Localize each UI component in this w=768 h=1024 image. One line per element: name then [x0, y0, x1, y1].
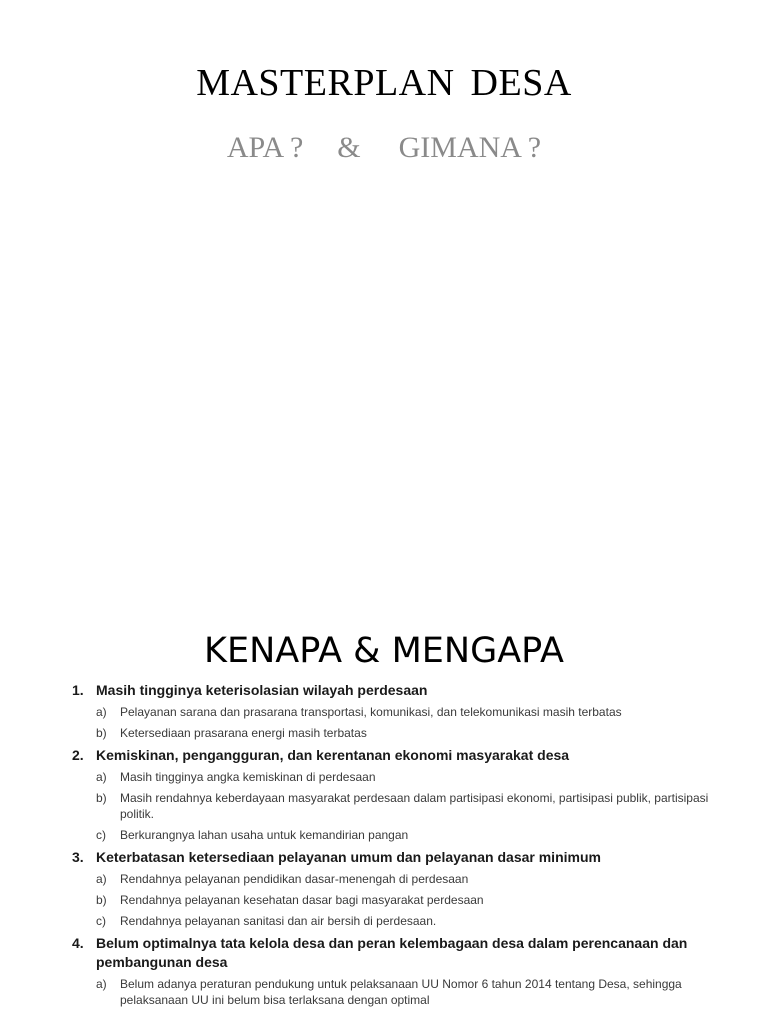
sub-list-text: Berkurangnya lahan usaha untuk kemandirian pangan [120, 828, 409, 842]
sub-list-text: Rendahnya pelayanan kesehatan dasar bagi masyarakat perdesaan [120, 893, 484, 907]
sub-list-letter: a) [96, 705, 107, 719]
section-heading: KENAPA & MENGAPA [204, 631, 564, 671]
sub-list-item [72, 976, 722, 1008]
sub-list-item [72, 892, 722, 908]
page-title: MASTERPLAN DESA [196, 62, 572, 104]
sub-list-text: Rendahnya pelayanan pendidikan dasar-menengah di perdesaan [120, 872, 469, 886]
sub-list [72, 871, 722, 929]
subtitle-ampersand: & [337, 131, 361, 164]
list-item-number: 3. [72, 849, 84, 865]
sub-list [72, 976, 722, 1008]
list-item [72, 746, 722, 843]
sub-list-letter: b) [96, 726, 107, 740]
sub-list-letter: a) [96, 872, 107, 886]
sub-list-item [72, 704, 722, 720]
sub-list-letter: c) [96, 828, 106, 842]
list-item-heading [72, 848, 722, 867]
sub-list-text: Ketersediaan prasarana energi masih terbatas [120, 726, 367, 740]
reasons-list [72, 681, 722, 1013]
sub-list-item [72, 769, 722, 785]
list-item-text: Keterbatasan ketersediaan pelayanan umum dan pelayanan dasar minimum [96, 849, 601, 865]
subtitle-apa: APA ? [226, 131, 304, 164]
sub-list-text: Rendahnya pelayanan sanitasi dan air bersih di perdesaan. [120, 914, 437, 928]
list-item [72, 848, 722, 929]
sub-list-text: Masih tingginya angka kemiskinan di perdesaan [120, 770, 376, 784]
sub-list-item [72, 790, 722, 822]
sub-list [72, 704, 722, 741]
sub-list-text: Pelayanan sarana dan prasarana transportasi, komunikasi, dan telekomunikasi masih terbatas [120, 705, 622, 719]
sub-list-letter: a) [96, 770, 107, 784]
sub-list-item [72, 725, 722, 741]
list-item-text: Masih tingginya keterisolasian wilayah perdesaan [96, 682, 428, 698]
sub-list-letter: a) [96, 977, 107, 991]
sub-list [72, 769, 722, 843]
sub-list-item [72, 827, 722, 843]
list-item-number: 2. [72, 747, 84, 763]
sub-list-letter: c) [96, 914, 106, 928]
list-item-number: 4. [72, 935, 84, 951]
sub-list-item [72, 913, 722, 929]
list-item-heading [72, 934, 722, 972]
list-item-number: 1. [72, 682, 84, 698]
list-item [72, 934, 722, 1008]
list-item [72, 681, 722, 741]
list-item-heading [72, 681, 722, 700]
list-item-heading [72, 746, 722, 765]
sub-list-item [72, 871, 722, 887]
sub-list-text: Masih rendahnya keberdayaan masyarakat perdesaan dalam partisipasi ekonomi, partisipasi publik, partisipasi politik. [120, 791, 709, 821]
subtitle [0, 128, 768, 168]
sub-list-letter: b) [96, 791, 107, 805]
list-item-text: Belum optimalnya tata kelola desa dan peran kelembagaan desa dalam perencanaan dan pembangunan desa [96, 935, 688, 970]
list-item-text: Kemiskinan, pengangguran, dan kerentanan ekonomi masyarakat desa [96, 747, 570, 763]
sub-list-text: Belum adanya peraturan pendukung untuk pelaksanaan UU Nomor 6 tahun 2014 tentang Desa, sehingga pelaksanaan UU ini belum bisa terlaksana dengan optimal [120, 977, 682, 1007]
sub-list-letter: b) [96, 893, 107, 907]
subtitle-gimana: GIMANA ? [398, 131, 542, 164]
